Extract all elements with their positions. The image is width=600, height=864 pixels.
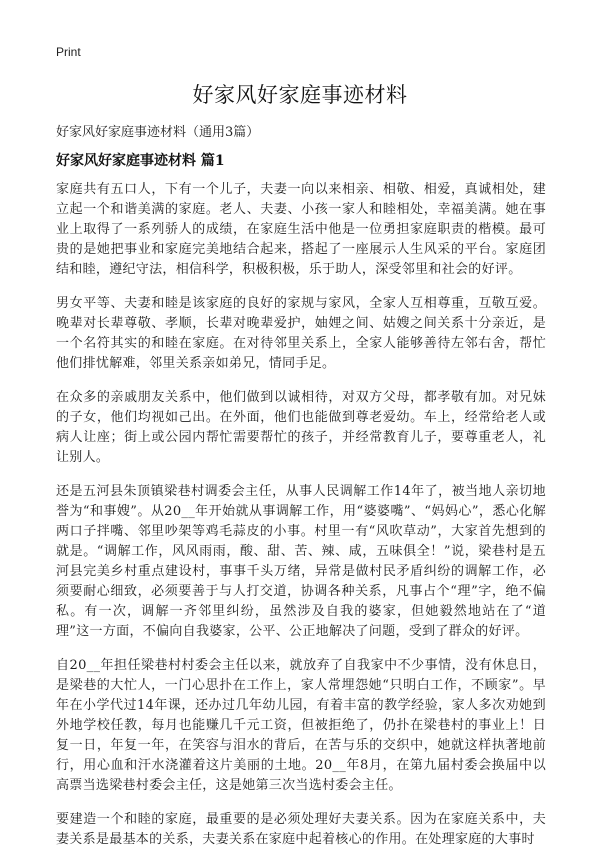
document-subtitle: 好家风好家庭事迹材料（通用3篇） bbox=[56, 125, 260, 140]
paragraph-3: 在众多的亲戚朋友关系中，他们做到以诚相待，对双方父母，都孝敬有加。对兄妹的子女，他们均视如己出。在外面，他们也能做到尊老爱幼。车上，经常给老人或病人让座；街上或公园内帮忙需要帮忙的孩子，并经常教育儿子，要尊重老人，礼让别人。 bbox=[56, 390, 546, 465]
section-heading: 好家风好家庭事迹材料 篇1 bbox=[56, 153, 225, 169]
paragraph-5: 自20__年担任梁巷村村委会主任以来，就放弃了自我家中不少事情，没有休息日，是梁巷的大忙人，一门心思扑在工作上，家人常埋怨她“只明白工作，不顾家”。早年在小学代过14年课，还办过几年幼儿园，有着丰富的教学经验，家人多次劝她到外地学校任教，每月也能赚几千元工资，但被拒绝了，仍扑在梁巷村的事业上！日复一日，年复一年，在笑容与泪水的背后，在苦与乐的交织中，她就这样执著地前行，用心血和汗水浇灌着这片美丽的土地。20__年8月，在第九届村委会换届中以高票当选梁巷村委会主任，这是她第三次当选村委会主任。 bbox=[56, 658, 546, 793]
paragraph-4: 还是五河县朱顶镇梁巷村调委会主任，从事人民调解工作14年了，被当地人亲切地誉为“和事嫂”。从20__年开始就从事调解工作，用“婆婆嘴”、“妈妈心”，悉心化解两口子拌嘴、邻里吵架等鸡毛蒜皮的小事。村里一有“风吹草动”，大家首先想到的就是。“调解工作，风风雨雨，酸、甜、苦、辣、咸，五味俱全！”说，梁巷村是五河县完美乡村重点建设村，事事千头万绪，异常是做村民矛盾纠纷的调解工作，必须要耐心细致，必须要善于与人打交道，协调各种关系，凡事占个“理”字，绝不偏私。有一次，调解一齐邻里纠纷，虽然涉及自我的婆家，但她毅然地站在了“道理”这一方面，不偏向自我婆家，公平、公正地解决了问题，受到了群众的好评。 bbox=[56, 484, 546, 639]
print-link[interactable]: Print bbox=[56, 45, 81, 59]
page-title: 好家风好家庭事迹材料 bbox=[192, 83, 408, 107]
paragraph-6: 要建造一个和睦的家庭，最重要的是必须处理好夫妻关系。因为在家庭关系中，夫妻关系是最基本的关系，夫妻关系在家庭中起着核心的作用。在处理家庭的大事时 bbox=[56, 812, 546, 847]
paragraph-2: 男女平等、夫妻和睦是该家庭的良好的家规与家风，全家人互相尊重，互敬互爱。晚辈对长辈尊敬、孝顺，长辈对晚辈爱护，妯娌之间、姑嫂之间关系十分亲近，是一个名符其实的和睦在家庭。在对待邻里关系上，全家人能够善待左邻右舍，帮忙他们排忧解难，邻里关系亲如弟兄，情同手足。 bbox=[56, 296, 546, 371]
article-body bbox=[56, 180, 546, 864]
paragraph-1: 家庭共有五口人，下有一个儿子，夫妻一向以来相亲、相敬、相爱，真诚相处，建立起一个和谐美满的家庭。老人、夫妻、小孩一家人和睦相处，幸福美满。她在事业上取得了一系列骄人的成绩，在家庭生活中他是一位勇担家庭职责的楷模。最可贵的是她把事业和家庭完美地结合起来，搭起了一座展示人生风采的平台。家庭团结和睦，遵纪守法，相信科学，积极积极，乐于助人，深受邻里和社会的好评。 bbox=[56, 182, 546, 277]
